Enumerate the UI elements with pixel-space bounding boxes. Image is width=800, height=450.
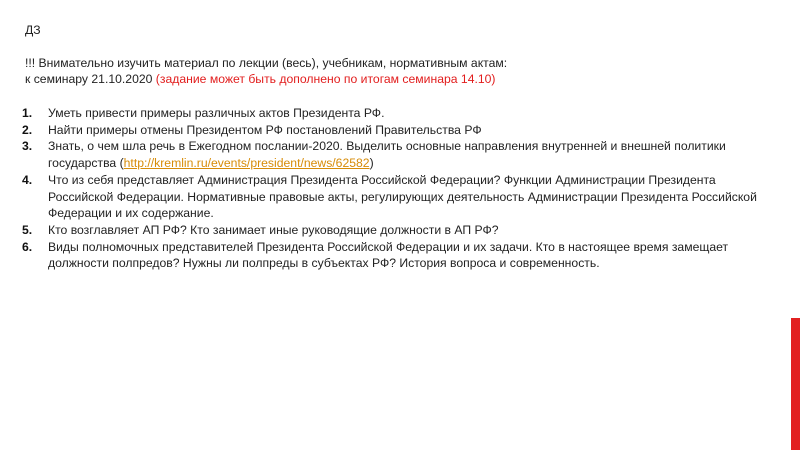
kremlin-link[interactable]: http://kremlin.ru/events/president/news/62582: [123, 156, 370, 171]
list-item-text-end: ): [369, 156, 374, 171]
slide-title: ДЗ: [25, 23, 41, 37]
list-item: [0, 138, 760, 171]
side-accent-bar: [791, 318, 800, 450]
list-item: [0, 222, 760, 239]
list-item-text: Виды полномочных представителей Президента Российской Федерации и их задачи. Кто в настоящее время замещает должности полпредов? Нужны ли полпреды в субъектах РФ? История вопроса и современность.: [48, 239, 729, 271]
list-item: [0, 105, 760, 122]
list-number: 4.: [22, 172, 33, 187]
list-number: 1.: [22, 106, 33, 120]
spacer: [25, 39, 765, 55]
task-list: [0, 105, 760, 272]
list-number: 6.: [22, 239, 33, 254]
list-number: 2.: [22, 122, 33, 137]
list-number: 3.: [22, 139, 33, 154]
intro-line: !!! Внимательно изучить материал по лекции (весь), учебникам, нормативным актам:: [25, 55, 508, 70]
list-item: [0, 172, 760, 222]
list-item-text: Знать, о чем шла речь в Ежегодном послании-2020. Выделить основные направления внутренней и внешней политики государства (: [48, 139, 726, 171]
list-number: 5.: [22, 222, 33, 237]
list-item: [0, 239, 760, 272]
list-item: [0, 122, 760, 139]
seminar-line: [25, 71, 765, 88]
list-item-text: Уметь привести примеры различных актов Президента РФ.: [48, 106, 385, 120]
seminar-date: к семинару 21.10.2020: [25, 72, 153, 86]
list-item-text: Что из себя представляет Администрация Президента Российской Федерации? Функции Администрации Президента Российской Федерации. Нормативные правовые акты, регулирующих деятельность Администрации Президента Российской Федерации и их содержание.: [48, 172, 757, 221]
heading-block: [25, 22, 765, 88]
seminar-note: (задание может быть дополнено по итогам семинара 14.10): [155, 72, 496, 86]
list-item-text: Кто возглавляет АП РФ? Кто занимает иные руководящие должности в АП РФ?: [48, 222, 499, 237]
list-item-text: Найти примеры отмены Президентом РФ постановлений Правительства РФ: [48, 122, 482, 137]
